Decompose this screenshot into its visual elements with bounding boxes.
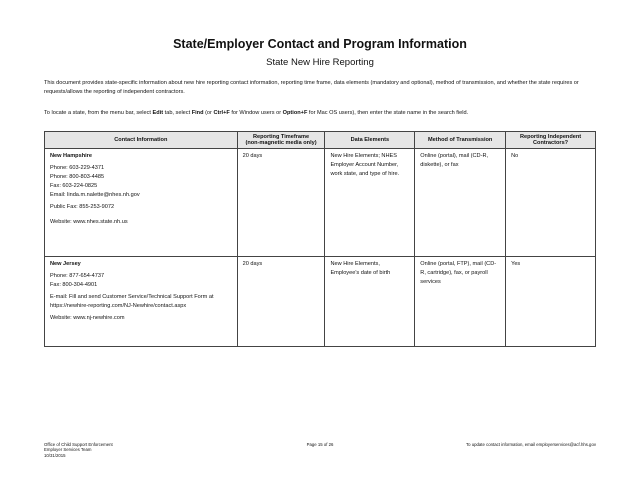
elements-cell: New Hire Elements; NHES Employer Account Number, work state, and type of hire.	[325, 149, 415, 257]
locate-ctrl-f: Ctrl+F	[213, 110, 230, 116]
footer-date: 10/31/2015	[44, 452, 66, 458]
header-contractors-line2: Contractors?	[532, 140, 569, 146]
contact-line: Phone: 877-654-4737	[50, 273, 105, 279]
locate-instructions	[44, 109, 600, 117]
timeframe-cell: 20 days	[237, 257, 325, 347]
header-contact: Contact Information	[45, 132, 238, 149]
locate-text-1: To locate a state, from the menu bar, select	[44, 110, 153, 116]
contact-cell	[45, 149, 238, 257]
table-row	[45, 257, 596, 347]
header-timeframe-line1: Reporting Timeframe	[252, 133, 310, 140]
state-contact-table	[44, 131, 596, 347]
timeframe-cell: 20 days	[237, 149, 325, 257]
locate-text-4: for Window users or	[229, 110, 283, 116]
email-link[interactable]: Email: linda.m.nalette@nhes.nh.gov	[50, 192, 140, 198]
intro-paragraph: This document provides state-specific information about new hire reporting contact information, reporting time frame, data elements (mandatory and optional), method of transmission, and whether the state requires or requests/allows the reporting of independent contractors.	[44, 80, 579, 95]
locate-text-5: for Mac OS users), then enter the state name in the search field.	[307, 110, 469, 116]
header-elements: Data Elements	[325, 132, 415, 149]
footer-page-number: Page 15 of 26	[306, 442, 334, 447]
state-name: New Jersey	[50, 261, 81, 267]
footer-team: Employer Services Team	[44, 447, 92, 453]
contact-line: Fax: 603-224-0825	[50, 183, 98, 189]
contractors-cell: Yes	[506, 257, 596, 347]
method-cell: Online (portal), mail (CD-R, diskette), or fax	[415, 149, 506, 257]
website-link[interactable]: Website: www.nhes.state.nh.us	[50, 219, 128, 225]
locate-edit: Edit	[152, 110, 164, 116]
footer-office: Office of Child Support Enforcement	[44, 442, 113, 447]
footer-update-note: To update contact information, email employerservices@acf.hhs.gov	[466, 442, 596, 447]
header-contractors-line1: Reporting Independent	[519, 133, 582, 140]
header-timeframe-line2: (non-magnetic media only)	[245, 140, 317, 146]
contact-cell	[45, 257, 238, 347]
document-subtitle: State New Hire Reporting	[266, 57, 374, 68]
header-method: Method of Transmission	[415, 132, 506, 149]
elements-cell: New Hire Elements, Employee's date of birth	[325, 257, 415, 347]
contractors-cell: No	[506, 149, 596, 257]
header-contractors	[506, 132, 596, 149]
document-title: State/Employer Contact and Program Information	[173, 37, 467, 51]
locate-find: Find	[191, 110, 204, 116]
website-link[interactable]: Website: www.nj-newhire.com	[50, 315, 125, 321]
locate-text-3: (or	[203, 110, 214, 116]
state-name: New Hampshire	[50, 153, 92, 159]
contact-line: Phone: 800-803-4485	[50, 174, 105, 180]
table-header-row	[45, 132, 596, 149]
email-note[interactable]: E-mail: Fill and send Customer Service/Technical Support Form at https://newhire-reporting.com/NJ-Newhire/contact.aspx	[50, 294, 214, 309]
contact-line: Phone: 603-229-4371	[50, 165, 105, 171]
table-row	[45, 149, 596, 257]
public-fax: Public Fax: 855-253-9072	[50, 204, 115, 210]
contact-line: Fax: 800-304-4901	[50, 282, 98, 288]
header-timeframe	[237, 132, 325, 149]
method-cell: Online (portal, FTP), mail (CD-R, cartridge), fax, or payroll services	[415, 257, 506, 347]
locate-text-2: tab, select	[163, 110, 192, 116]
locate-option-f: Option+F	[282, 110, 308, 116]
